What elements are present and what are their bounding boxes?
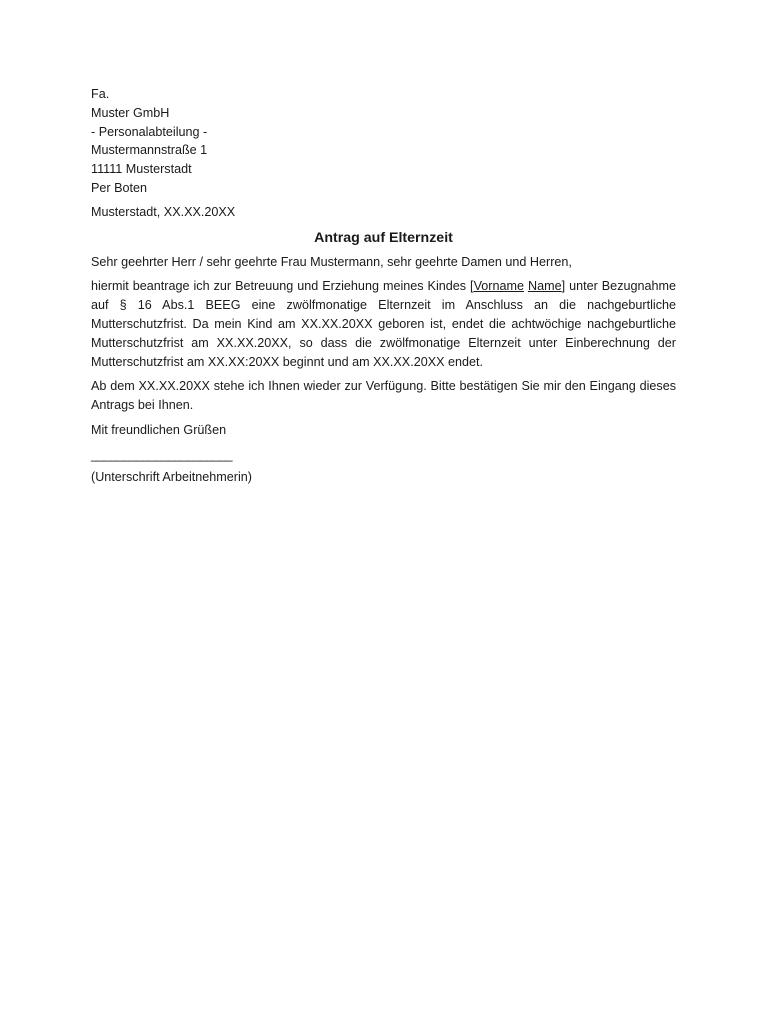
address-line-company-prefix: Fa.: [91, 87, 110, 101]
letter-title: Antrag auf Elternzeit: [314, 229, 453, 246]
salutation: Sehr geehrter Herr / sehr geehrte Frau Mustermann, sehr geehrte Damen und Herren,: [91, 254, 572, 269]
paragraph-request: [91, 277, 676, 371]
closing-phrase: Mit freundlichen Grüßen: [91, 422, 227, 437]
recipient-address: [91, 85, 676, 198]
paragraph-request-before: hiermit beantrage ich zur Betreuung und Erziehung meines Kindes [: [91, 279, 474, 294]
letter-body: [91, 85, 676, 486]
place-date-line: Musterstadt, XX.XX.20XX: [91, 204, 236, 219]
placeholder-vorname: Vorname: [473, 279, 524, 294]
address-line-city: 11111 Musterstadt: [91, 162, 192, 177]
address-line-delivery: Per Boten: [91, 180, 148, 195]
paragraph-request-after: ] unter Bezugnahme auf § 16 Abs.1 BEEG eine zwölfmonatige Elternzeit im Anschluss an die nachgeburtliche Mutterschutzfrist. Da mein Kind am XX.XX.20XX geboren ist, endet die achtwöchige nachgeburtliche Mutterschutzfrist am XX.XX.20XX, so dass die zwölfmonatige Elternzeit unter Einberechnung der Mutterschutzfrist am XX.XX:20XX beginnt und am XX.XX.20XX endet.: [91, 279, 677, 369]
signature-caption: (Unterschrift Arbeitnehmerin): [91, 469, 252, 484]
address-line-department: - Personalabteilung -: [91, 124, 208, 139]
address-line-company: Muster GmbH: [91, 105, 170, 120]
placeholder-name: Name: [527, 279, 562, 294]
signature-line: ______________________: [91, 447, 232, 462]
paragraph-return: Ab dem XX.XX.20XX stehe ich Ihnen wieder zur Verfügung. Bitte bestätigen Sie mir den Eingang dieses Antrags bei Ihnen.: [91, 379, 676, 413]
address-line-street: Mustermannstraße 1: [91, 143, 208, 158]
